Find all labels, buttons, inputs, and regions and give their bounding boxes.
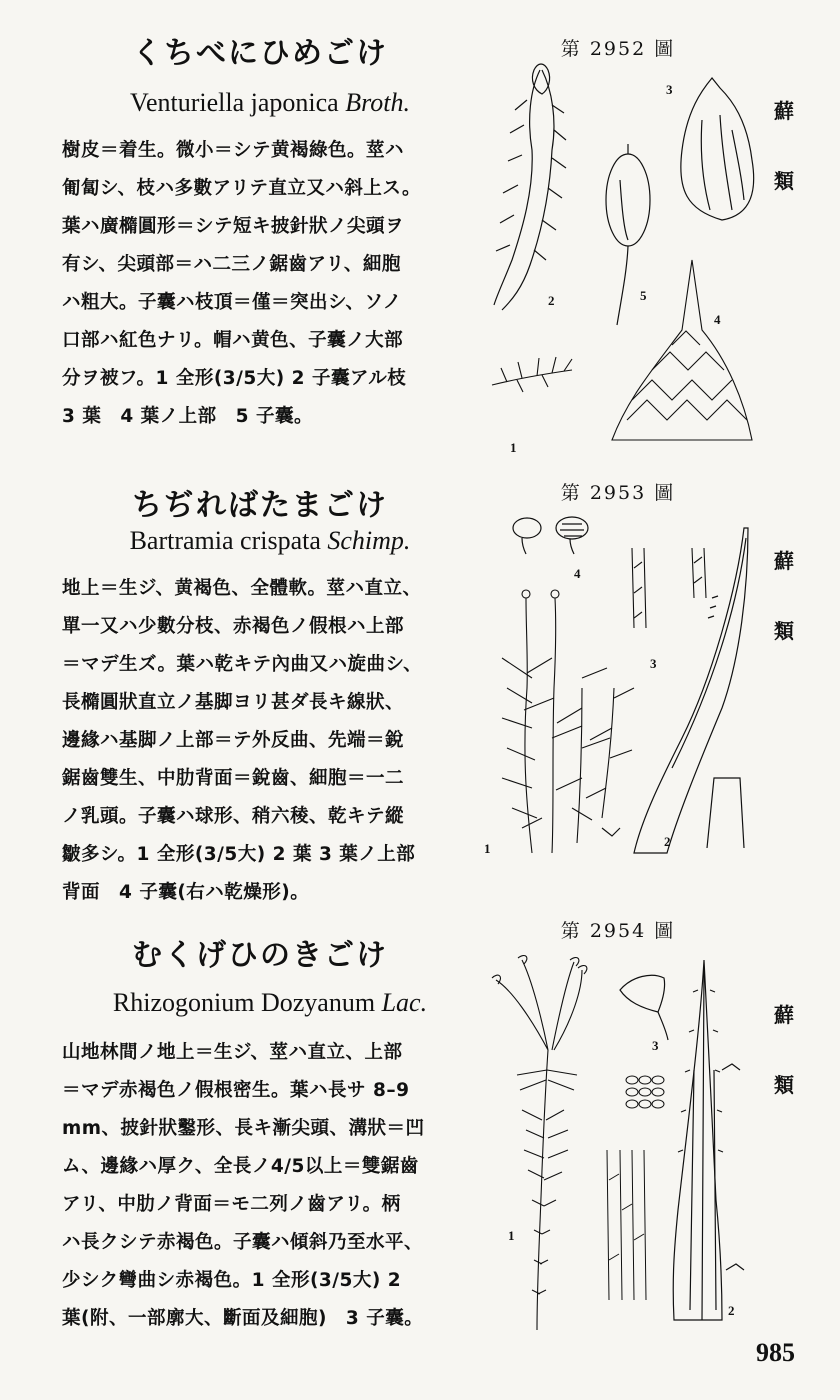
figure-number: 第 2954 圖 xyxy=(560,920,676,942)
description-line: 少シク彎曲シ赤褐色。1 全形(3/5大) 2 xyxy=(62,1270,402,1291)
page-number: 985 xyxy=(756,1338,795,1367)
description xyxy=(62,132,472,436)
moss-illustration xyxy=(482,60,772,460)
scientific-name xyxy=(60,526,480,556)
moss-illustration xyxy=(482,950,772,1340)
figure-label: 4 xyxy=(574,566,581,581)
description-line: 山地林間ノ地上＝生ジ、莖ハ直立、上部 xyxy=(62,1042,403,1063)
figure-label: 2 xyxy=(664,834,671,849)
figure-label: 2 xyxy=(548,293,555,308)
genus-species: Rhizogonium Dozyanum xyxy=(112,988,376,1017)
figure-label: 5 xyxy=(640,288,647,303)
category-char: 類 xyxy=(774,169,794,193)
category-label xyxy=(770,526,798,666)
genus-species: Venturiella japonica xyxy=(130,88,339,117)
description-line: 匍匐シ、枝ハ多數アリテ直立又ハ斜上ス。 xyxy=(62,178,421,199)
category-char: 類 xyxy=(774,1073,794,1097)
moss-illustration xyxy=(482,508,772,878)
figure-label: 3 xyxy=(650,656,657,671)
authority: Lac. xyxy=(381,988,428,1017)
description-line: 鋸齒雙生、中肋背面＝銳齒、細胞＝一二 xyxy=(62,768,405,789)
figure-label: 2 xyxy=(728,1303,735,1318)
figure-number: 第 2953 圖 xyxy=(560,482,676,504)
figure-label: 1 xyxy=(508,1228,515,1243)
description-line: 葉ハ廣橢圓形＝シテ短キ披針狀ノ尖頭ヲ xyxy=(62,216,405,237)
scientific-name xyxy=(60,988,480,1018)
category-char: 蘚 xyxy=(774,1003,794,1027)
description-line: 分ヲ被フ。1 全形(3/5大) 2 子囊アル枝 xyxy=(62,368,407,389)
description-line: 3 葉 4 葉ノ上部 5 子囊。 xyxy=(62,406,313,427)
category-char: 蘚 xyxy=(774,99,794,123)
description-line: ハ長クシテ赤褐色。子囊ハ傾斜乃至水平、 xyxy=(62,1232,424,1253)
japanese-name: ちぢればたまごけ xyxy=(132,488,388,523)
figure-number: 第 2952 圖 xyxy=(560,38,676,60)
description-line: 長橢圓狀直立ノ基脚ヨリ甚ダ長キ線狀、 xyxy=(62,692,405,713)
scientific-name xyxy=(60,88,480,118)
description-line: 葉(附、一部廓大、斷面及細胞) 3 子囊。 xyxy=(62,1308,424,1329)
description-line: ＝マデ赤褐色ノ假根密生。葉ハ長サ 8–9 xyxy=(62,1080,410,1101)
category-label xyxy=(770,980,798,1120)
description xyxy=(62,570,472,912)
figure-label: 4 xyxy=(714,312,721,327)
description-line: 有シ、尖頭部＝ハ二三ノ鋸齒アリ、細胞 xyxy=(62,254,401,275)
figure-label: 3 xyxy=(652,1038,659,1053)
description-line: アリ、中肋ノ背面＝モ二列ノ齒アリ。柄 xyxy=(62,1194,401,1215)
category-char: 蘚 xyxy=(774,549,794,573)
authority: Schimp. xyxy=(327,526,411,555)
description xyxy=(62,1034,472,1338)
description-line: ＝マデ生ズ。葉ハ乾キテ內曲又ハ旋曲シ、 xyxy=(62,654,423,675)
description-line: ム、邊緣ハ厚ク、全長ノ4/5以上＝雙鋸齒 xyxy=(62,1156,419,1177)
description-line: 皺多シ。1 全形(3/5大) 2 葉 3 葉ノ上部 xyxy=(62,844,416,865)
description-line: mm、披針狀鑿形、長キ漸尖頭、溝狀＝凹 xyxy=(62,1118,425,1139)
category-label xyxy=(770,76,798,216)
description-line: 口部ハ紅色ナリ。帽ハ黄色、子囊ノ大部 xyxy=(62,330,404,351)
figure-label: 3 xyxy=(666,82,673,97)
description-line: 邊緣ハ基脚ノ上部＝テ外反曲、先端＝銳 xyxy=(62,730,405,751)
japanese-name: くちべにひめごけ xyxy=(132,36,388,71)
description-line: 地上＝生ジ、黄褐色、全體軟。莖ハ直立、 xyxy=(62,578,422,599)
description-line: 背面 4 子囊(右ハ乾燥形)。 xyxy=(62,882,310,903)
genus-species: Bartramia crispata xyxy=(129,526,321,555)
description-line: 單一又ハ少數分枝、赤褐色ノ假根ハ上部 xyxy=(62,616,405,637)
japanese-name: むくげひのきごけ xyxy=(132,938,388,973)
description-line: ハ粗大。子囊ハ枝頂＝僅＝突出シ、ソノ xyxy=(62,292,402,313)
figure-label: 1 xyxy=(484,841,491,856)
authority: Broth. xyxy=(345,88,410,117)
category-char: 類 xyxy=(774,619,794,643)
description-line: ノ乳頭。子囊ハ球形、稍六稜、乾キテ縱 xyxy=(62,806,405,827)
figure-label: 1 xyxy=(510,440,517,455)
description-line: 樹皮＝着生。微小＝シテ黄褐綠色。莖ハ xyxy=(62,140,405,161)
